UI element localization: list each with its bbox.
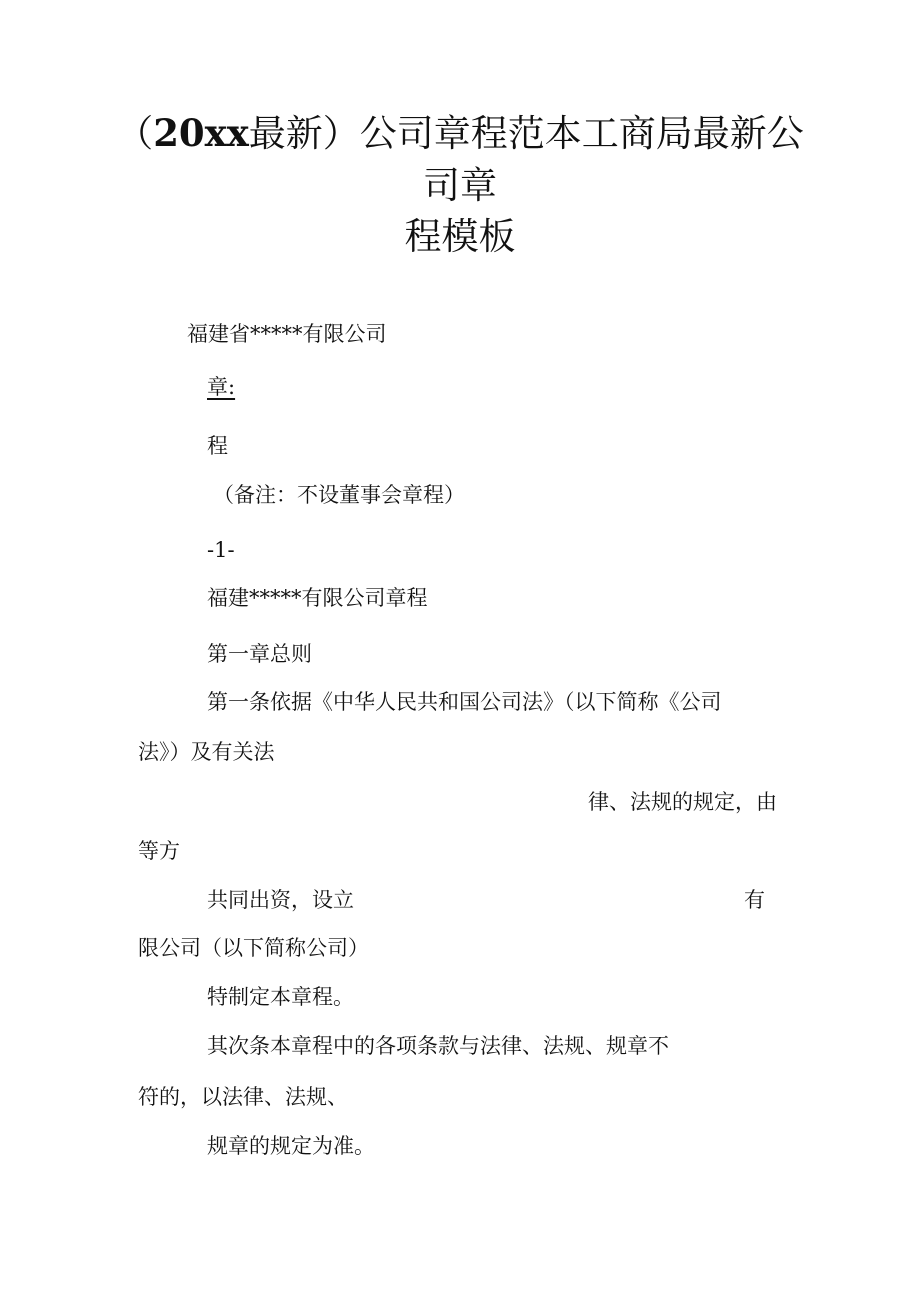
article-one-line-5a: 共同出资，设立 bbox=[207, 888, 354, 912]
chapter-label-cheng: 程 bbox=[207, 434, 228, 458]
article-one-line-3: 律、法规的规定，由 bbox=[588, 790, 777, 814]
article-one-line-6: 限公司（以下简称公司） bbox=[138, 936, 369, 960]
title-text: 最新）公司章程范本工商局最新公 bbox=[248, 112, 804, 155]
article-one-line-2: 法》）及有关法 bbox=[138, 740, 275, 764]
title-open-paren: （ bbox=[116, 112, 154, 155]
chapter-label-zhang: 章: bbox=[207, 375, 236, 399]
company-header: 福建省*****有限公司 bbox=[187, 322, 387, 346]
article-two-line-2: 符的，以法律、法规、 bbox=[138, 1085, 348, 1109]
document-heading: 福建*****有限公司章程 bbox=[207, 586, 428, 610]
document-title-line-1 bbox=[0, 111, 920, 155]
document-title-line-2: 司章 bbox=[423, 164, 497, 207]
article-one-line-4: 等方 bbox=[138, 839, 180, 863]
title-year: 20xx bbox=[153, 111, 249, 155]
article-two-line-3: 规章的规定为准。 bbox=[207, 1134, 375, 1158]
chapter-one-heading: 第一章总则 bbox=[207, 642, 312, 666]
page-number: -1- bbox=[207, 538, 235, 562]
note-text: （备注：不设董事会章程） bbox=[213, 483, 465, 507]
article-two-line-1: 其次条本章程中的各项条款与法律、法规、规章不 bbox=[207, 1034, 669, 1058]
article-one-line-7: 特制定本章程。 bbox=[207, 985, 354, 1009]
document-title-line-3: 程模板 bbox=[404, 215, 516, 258]
article-one-line-5b: 有 bbox=[744, 888, 765, 912]
article-one-line-1: 第一条依据《中华人民共和国公司法》（以下简称《公司 bbox=[207, 690, 722, 714]
